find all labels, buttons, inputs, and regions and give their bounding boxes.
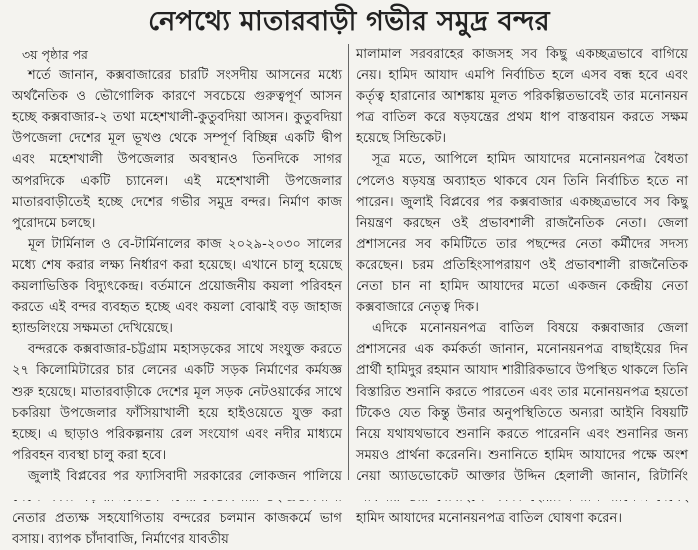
column-divider — [348, 44, 349, 480]
article-column-left — [12, 44, 342, 548]
article-paragraph: মূল টার্মিনাল ও বে-টার্মিনালের কাজ ২০২৯-২০৩০ সালের মধ্যে শেষ করার লক্ষ্য নির্ধারণ করা হয়েছে। এখানে চালু হয়েছে কয়লাভিত্তিক বিদ্যুৎকেন্দ্র। বর্তমানে প্রয়োজনীয় কয়লা পরিবহন করতে এই বন্দর ব্যবহৃত হচ্ছে এবং কয়লা বোঝাই বড় জাহাজ হ্যান্ডলিংয়ে সক্ষমতা দেখিয়েছে। — [12, 236, 342, 337]
article-paragraph: শর্তে জানান, কক্সবাজারের চারটি সংসদীয় আসনের মধ্যে অর্থনৈতিক ও ভৌগোলিক কারণে সবচেয়ে গুরুত্বপূর্ণ আসন হচ্ছে কক্সবাজার-২ তথা মহেশখালী-কুতুবদিয়া আসন। কুতুবদিয়া উপজেলা দেশের মূল ভূখণ্ড থেকে সম্পূর্ণ বিচ্ছিন্ন একটি দ্বীপ এবং মহেশখালী উপজেলার অবস্থানও তিনদিকে সাগর অপরদিকে একটি চ্যানেল। এই মহেশখালী উপজেলার মাতারবাড়ীতেই হচ্ছে দেশের গভীর সমুদ্র বন্দর। নির্মাণ কাজ পুরোদমে চলছে। — [12, 68, 342, 231]
article-column-right — [356, 44, 688, 527]
article-paragraph: এদিকে মনোনয়নপত্র বাতিল বিষয়ে কক্সবাজার জেলা প্রশাসনের এক কর্মকর্তা জানান, মনোনয়নপত্র বাছাইয়ের দিন প্রার্থী হামিদুর রহমান আযাদ শারীরিকভাবে উপস্থিত থাকলে তিনি বিস্তারিত শুনানি করতে পারতেন এবং তার মনোনয়নপত্র হয়তো টিকেও যেত কিন্তু উনার অনুপস্থিতিতে অন্যরা আইনি বিষয়টি নিয়ে যথাযথভাবে শুনানি করতে পারেননি এবং শুনানির জন্য সময়ও প্রার্থনা করেননি। শুনানিতে হামিদ আযাদের পক্ষে অংশ নেয়া অ্যাডভোকেট আক্তার উদ্দিন হেলালী জানান, রিটার্নিং হামিদ আযাদের মনোনয়নপত্র বাতিল ঘোষণা করেন। — [356, 321, 688, 527]
article-paragraph: মালামাল সরবরাহের কাজসহ সব কিছু একচ্ছত্রভাবে বাগিয়ে নেয়। হামিদ আযাদ এমপি নির্বাচিত হলে এসব বন্ধ হবে এবং কর্তৃত্ব হারানোর আশঙ্কায় মূলত পরিকল্পিতভাবেই তার মনোনয়ন পত্র বাতিল করে ষড়যন্ত্রের প্রথম ধাপ বাস্তবায়ন করতে সক্ষম হয়েছে সিন্ডিকেট। — [356, 47, 688, 147]
continuation-note: ৩য় পৃষ্ঠার পর — [22, 47, 88, 62]
article-paragraph: বন্দরকে কক্সবাজার-চট্টগ্রাম মহাসড়কের সাথে সংযুক্ত করতে ২৭ কিলোমিটারের চার লেনের একটি সড়ক নির্মাণের কর্মযজ্ঞ শুরু হয়েছে। মাতারবাড়ীকে দেশের মূল সড়ক নেটওয়ার্কের সাথে চকরিয়া উপজেলার ফাঁসিয়াখালী হয়ে হাইওয়েতে যুক্ত করা হচ্ছে। এ ছাড়াও পরিকল্পনায় রেল সংযোগ এবং নদীর মাধ্যমে পরিবহন ব্যবস্থা চালু করা হবে। — [12, 342, 342, 463]
article-paragraph: জুলাই বিপ্লবের পর ফ্যাসিবাদী সরকারের লোকজন পালিয়ে নেতার প্রত্যক্ষ সহযোগিতায় বন্দরের চলমান কাজকর্মে ভাগ বসায়। ব্যাপক চাঁদাবাজি, নির্মাণের যাবতীয় — [12, 468, 342, 548]
article-paragraph: সূত্র মতে, আপিলে হামিদ আযাদের মনোনয়নপত্র বৈধতা পেলেও ষড়যন্ত্র অব্যাহত থাকবে যেন তিনি নির্বাচিত হতে না পারেন। জুলাই বিপ্লবের পর কক্সবাজার একচ্ছত্রভাবে সব কিছু নিয়ন্ত্রণ করছেন ওই প্রভাবশালী রাজনৈতিক নেতা। জেলা প্রশাসনের সব কমিটিতে তার পছন্দের নেতা কর্মীদের সদস্য করেছেন। চরম প্রতিহিংসাপরায়ণ ওই প্রভাবশালী রাজনৈতিক নেতা চান না হামিদ আযাদের মতো একজন কেন্দ্রীয় নেতা কক্সবাজারে নেতৃত্ব দিক। — [356, 152, 688, 316]
headline: নেপথ্যে মাতারবাড়ী গভীর সমুদ্র বন্দর — [148, 6, 550, 37]
next-headline-fragment — [0, 484, 698, 500]
